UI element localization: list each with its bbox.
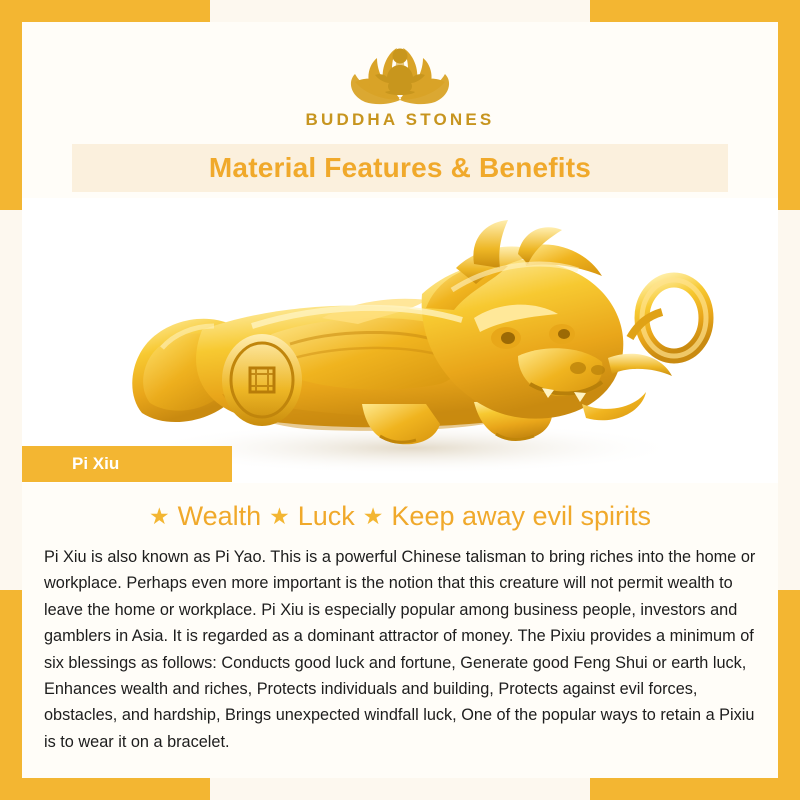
brand-name: BUDDHA STONES [305,110,495,129]
star-icon: ★ [148,503,170,529]
corner-frame-bottom-left-horizontal [0,778,210,800]
corner-frame-top-right-vertical [778,0,800,210]
corner-frame-bottom-left-vertical [0,590,22,800]
description-body: Pi Xiu is also known as Pi Yao. This is a powerful Chinese talisman to bring riches into the home or workplace. Perhaps even more important is the notion that this creature will not permit wealth to leave the home or workplace. Pi Xiu is especially popular among business people, investors and gamblers in Asia. It is regarded as a dominant attractor of money. The Pixiu provides a minimum of six blessings as follows: Conducts good luck and fortune, Generate good Feng Shui or earth luck, Enhances wealth and riches, Protects individuals and building, Protects against evil forces, obstacles, and hardship, Brings unexpected windfall luck, One of the popular ways to retain a Pixiu is to wear it on a bracelet. [44,548,756,751]
page-title: Material Features & Benefits [208,152,592,183]
brand-header [22,22,778,140]
corner-frame-top-right-horizontal [590,0,800,22]
product-label-strip [22,446,232,482]
star-icon: ★ [362,503,384,529]
corner-frame-bottom-right-vertical [778,590,800,800]
description-section [22,485,778,778]
benefit-item-evil-spirits: Keep away evil spirits [391,501,652,531]
star-icon: ★ [269,503,290,529]
content-card [22,22,778,778]
corner-frame-bottom-right-horizontal [590,778,800,800]
benefits-row [44,501,756,532]
product-label: Pi Xiu [72,454,120,473]
benefit-item-luck: Luck [297,501,355,531]
benefit-item-wealth: Wealth [177,501,262,531]
title-banner [72,144,728,192]
product-image [22,198,778,483]
corner-frame-top-left-vertical [0,0,22,210]
lotus-meditation-icon [325,30,475,108]
corner-frame-top-left-horizontal [0,0,210,22]
